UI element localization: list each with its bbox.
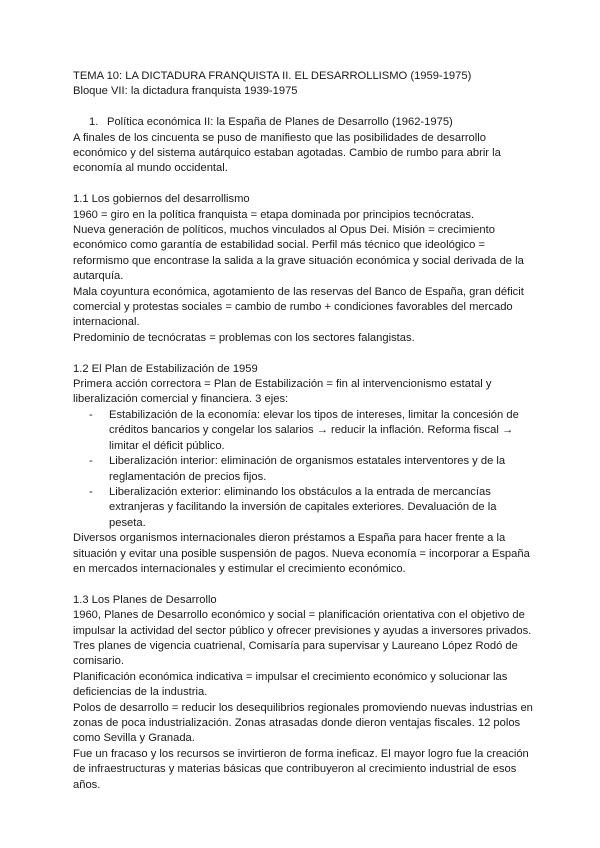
bullet-text: Liberalización interior: eliminación de organismos estatales interventores y de la reglamentación de precios fijos.	[109, 455, 506, 483]
section-1-1-paragraph-4: Predominio de tecnócratas = problemas con los sectores falangistas.	[73, 331, 415, 344]
section-1-2-outro: Diversos organismos internacionales dieron préstamos a España para hacer frente a la situación y evitar una posible suspensión de pagos. Nueva economía = incorporar a España en mercados internacionales y estimular el crecimiento económico.	[73, 532, 530, 575]
section-1-heading	[89, 115, 535, 130]
spacer	[73, 577, 535, 592]
spacer	[73, 177, 535, 192]
bullet-item	[89, 408, 535, 454]
section-1-number: 1.	[89, 116, 99, 129]
spacer	[73, 346, 535, 361]
section-1-1-paragraph-3: Mala coyuntura económica, agotamiento de las reservas del Banco de España, gran déficit comercial y protestas sociales = cambio de rumbo + condiciones favorables del mercado internacional.	[73, 285, 524, 329]
section-1-3-heading: 1.3 Los Planes de Desarrollo	[73, 593, 217, 606]
document-page	[73, 69, 535, 793]
bullet-text: Estabilización de la economía: elevar los tipos de intereses, limitar la concesión de créditos bancarios y congelar los salarios → reducir la inflación. Reforma fiscal → limitar el déficit público.	[109, 408, 519, 452]
bullet-marker: -	[89, 485, 93, 498]
document-title: TEMA 10: LA DICTADURA FRANQUISTA II. EL DESARROLLISMO (1959-1975)	[73, 70, 472, 82]
bullet-text: Liberalización exterior: eliminando los obstáculos a la entrada de mercancías extranjeras y facilitando la inversión de capitales exteriores. Devaluación de la peseta.	[109, 485, 497, 529]
bullet-marker: -	[89, 455, 93, 468]
section-1-2-heading: 1.2 El Plan de Estabilización de 1959	[73, 362, 258, 375]
section-1-3-paragraph-1: 1960, Planes de Desarrollo económico y social = planificación orientativa con el objetivo de impulsar la actividad del sector público y ofrecer previsiones y ayudas a inversores privados. Tres planes de vigencia cuatrienal, Comisaría para supervisar y Laureano López Rodó de comisario.	[73, 609, 532, 668]
section-1-1-paragraph-1: 1960 = giro en la política franquista = etapa dominada por principios tecnócratas.	[73, 208, 475, 221]
section-1-2-intro: Primera acción correctora = Plan de Estabilización = fin al intervencionismo estatal y liberalización comercial y financiera. 3 ejes:	[73, 378, 492, 406]
section-1-1-heading: 1.1 Los gobiernos del desarrollismo	[73, 193, 250, 206]
section-1-3-paragraph-4: Fue un fracaso y los recursos se invirtieron de forma ineficaz. El mayor logro fue la creación de infraestructuras y materias básicas que contribuyeron al crecimiento industrial de esos años.	[73, 747, 529, 791]
section-1-3-paragraph-2: Planificación económica indicativa = impulsar el crecimiento económico y solucionar las deficiencias de la industria.	[73, 670, 508, 699]
spacer	[73, 100, 535, 115]
bullet-marker: -	[89, 408, 93, 421]
section-1-heading-text: Política económica II: la España de Planes de Desarrollo (1962-1975)	[107, 116, 453, 129]
bullet-item	[89, 454, 535, 485]
bullet-item	[89, 485, 535, 531]
document-subtitle: Bloque VII: la dictadura franquista 1939-1975	[73, 85, 298, 98]
section-1-3-paragraph-3: Polos de desarrollo = reducir los desequilibrios regionales promoviendo nuevas industrias en zonas de poca industrialización. Zonas atrasadas donde dieron ventajas fiscales. 12 polos como Sevilla y Granada.	[73, 701, 533, 745]
section-1-1-paragraph-2: Nueva generación de políticos, muchos vinculados al Opus Dei. Misión = crecimiento económico como garantía de estabilidad social. Perfil más técnico que ideológico = reformismo que encontrase la salida a la grave situación económica y social derivada de la autarquía.	[73, 224, 524, 283]
section-1-paragraph: A finales de los cincuenta se puso de manifiesto que las posibilidades de desarrollo económico y del sistema autárquico estaban agotadas. Cambio de rumbo para abrir la economía al mundo occidental.	[73, 131, 501, 175]
